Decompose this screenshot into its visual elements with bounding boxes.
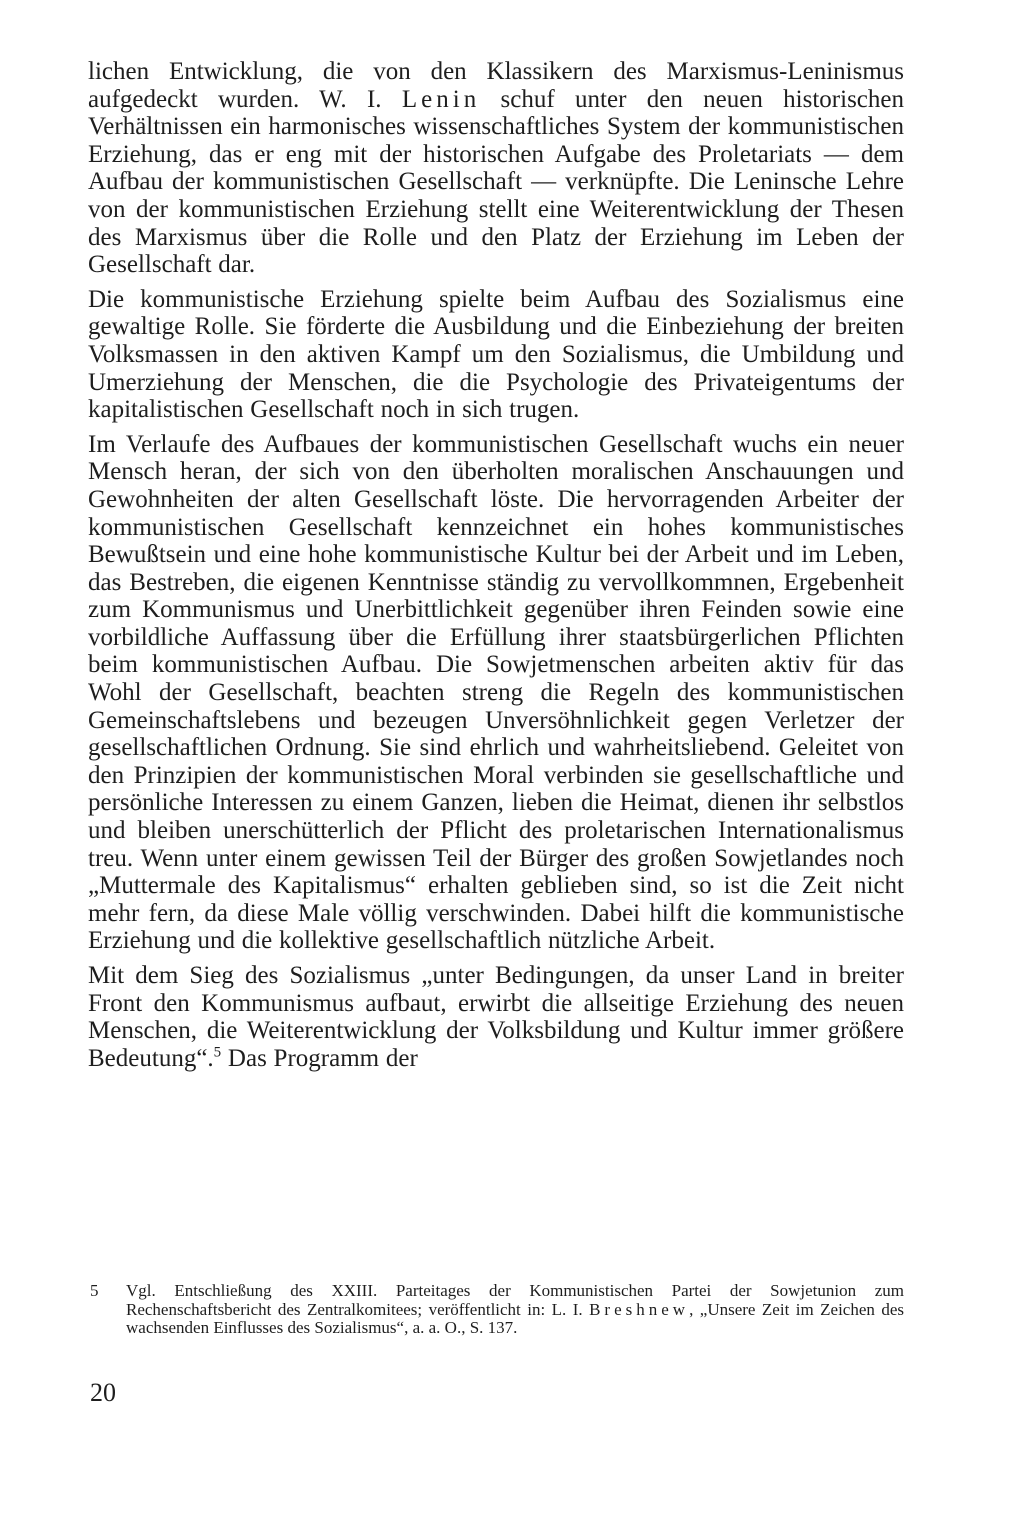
footnote-number: 5	[90, 1281, 99, 1300]
paragraph-1-text-b: schuf unter den neuen historischen Verhältnissen ein harmonisches wissenschaftliches System der kommunistischen Erziehung, das er eng mit der historischen Aufgabe des Proletariats — dem Aufbau der kommunistischen Gesellschaft — verknüpfte. Die Leninsche Lehre von der kommunistischen Erziehung stellt eine Weiterentwicklung der Thesen des Marxismus über die Rolle und den Platz der Erziehung im Leben der Gesellschaft dar.	[88, 85, 904, 279]
body-text	[88, 58, 904, 1079]
paragraph-1-text-a: lichen Entwicklung, die von den Klassikern des Marxismus-Leninismus aufgedeckt wurden. W. I.	[88, 58, 904, 113]
paragraph-2: Die kommunistische Erziehung spielte beim Aufbau des Sozialismus eine gewaltige Rolle. Sie förderte die Ausbildung und die Einbeziehung der breiten Volksmassen in den aktiven Kampf um den Sozialismus, die Umbildung und Umerziehung der Menschen, die die Psychologie des Privateigentums der kapitalistischen Gesellschaft noch in sich trugen.	[88, 285, 904, 424]
paragraph-1	[88, 58, 904, 279]
paragraph-4-text-a: Mit dem Sieg des Sozialismus „unter Bedingungen, da unser Land in breiter Front den Kommunismus aufbaut, erwirbt die allseitige Erziehung des neuen Menschen, die Weiterentwicklung der Volksbildung und Kultur immer größere Bedeutung“.	[88, 962, 904, 1072]
author-name-lenin: Lenin	[401, 85, 481, 113]
footnotes	[88, 1282, 904, 1338]
paragraph-4	[88, 962, 904, 1072]
paragraph-4-text-b: Das Programm der	[221, 1044, 418, 1072]
author-name-breshnew: Breshnew	[589, 1299, 690, 1319]
footnote-reference: 5	[213, 1044, 222, 1061]
footnote-5	[88, 1282, 904, 1338]
paragraph-3: Im Verlaufe des Aufbaues der kommunistischen Gesellschaft wuchs ein neuer Mensch heran, der sich von den überholten moralischen Anschauungen und Gewohnheiten der alten Gesellschaft löste. Die hervorragenden Arbeiter der kommunistischen Gesellschaft kennzeichnet ein hohes kommunistisches Bewußtsein und eine hohe kommunistische Kultur bei der Arbeit und im Leben, das Bestreben, die eigenen Kenntnisse ständig zu vervollkommnen, Ergebenheit zum Kommunismus und Unerbittlichkeit gegenüber ihren Feinden sowie eine vorbildliche Auffassung über die Erfüllung ihrer staatsbürgerlichen Pflichten beim kommunistischen Aufbau. Die Sowjetmenschen arbeiten aktiv für das Wohl der Gesellschaft, beachten streng die Regeln des kommunistischen Gemeinschaftslebens und bezeugen Unversöhnlichkeit gegen Verletzer der gesellschaftlichen Ordnung. Sie sind ehrlich und wahrheitsliebend. Geleitet von den Prinzipien der kommunistischen Moral verbinden sie gesellschaftliche und persönliche Interessen zu einem Ganzen, lieben die Heimat, dienen ihr selbstlos und bleiben unerschütterlich der Pflicht des proletarischen Internationalismus treu. Wenn unter einem gewissen Teil der Bürger des großen Sowjetlandes noch „Muttermale des Kapitalismus“ erhalten geblieben sind, so ist die Zeit nicht mehr fern, da diese Male völlig verschwinden. Dabei hilft die kommunistische Erziehung und die kollektive gesellschaftlich nützliche Arbeit.	[88, 430, 904, 955]
footnote-text-b: , „Unsere Zeit im Zeichen des wachsenden Einflusses des Sozialismus“, a. a. O., S. 137.	[126, 1299, 905, 1338]
footnote-text-a: Vgl. Entschließung des XXIII. Parteitages der Kommunistischen Partei der Sowjetunion zum Rechenschaftsbericht des Zentralkomitees; veröffentlicht in: L. I.	[126, 1281, 904, 1319]
page-number: 20	[90, 1378, 116, 1407]
